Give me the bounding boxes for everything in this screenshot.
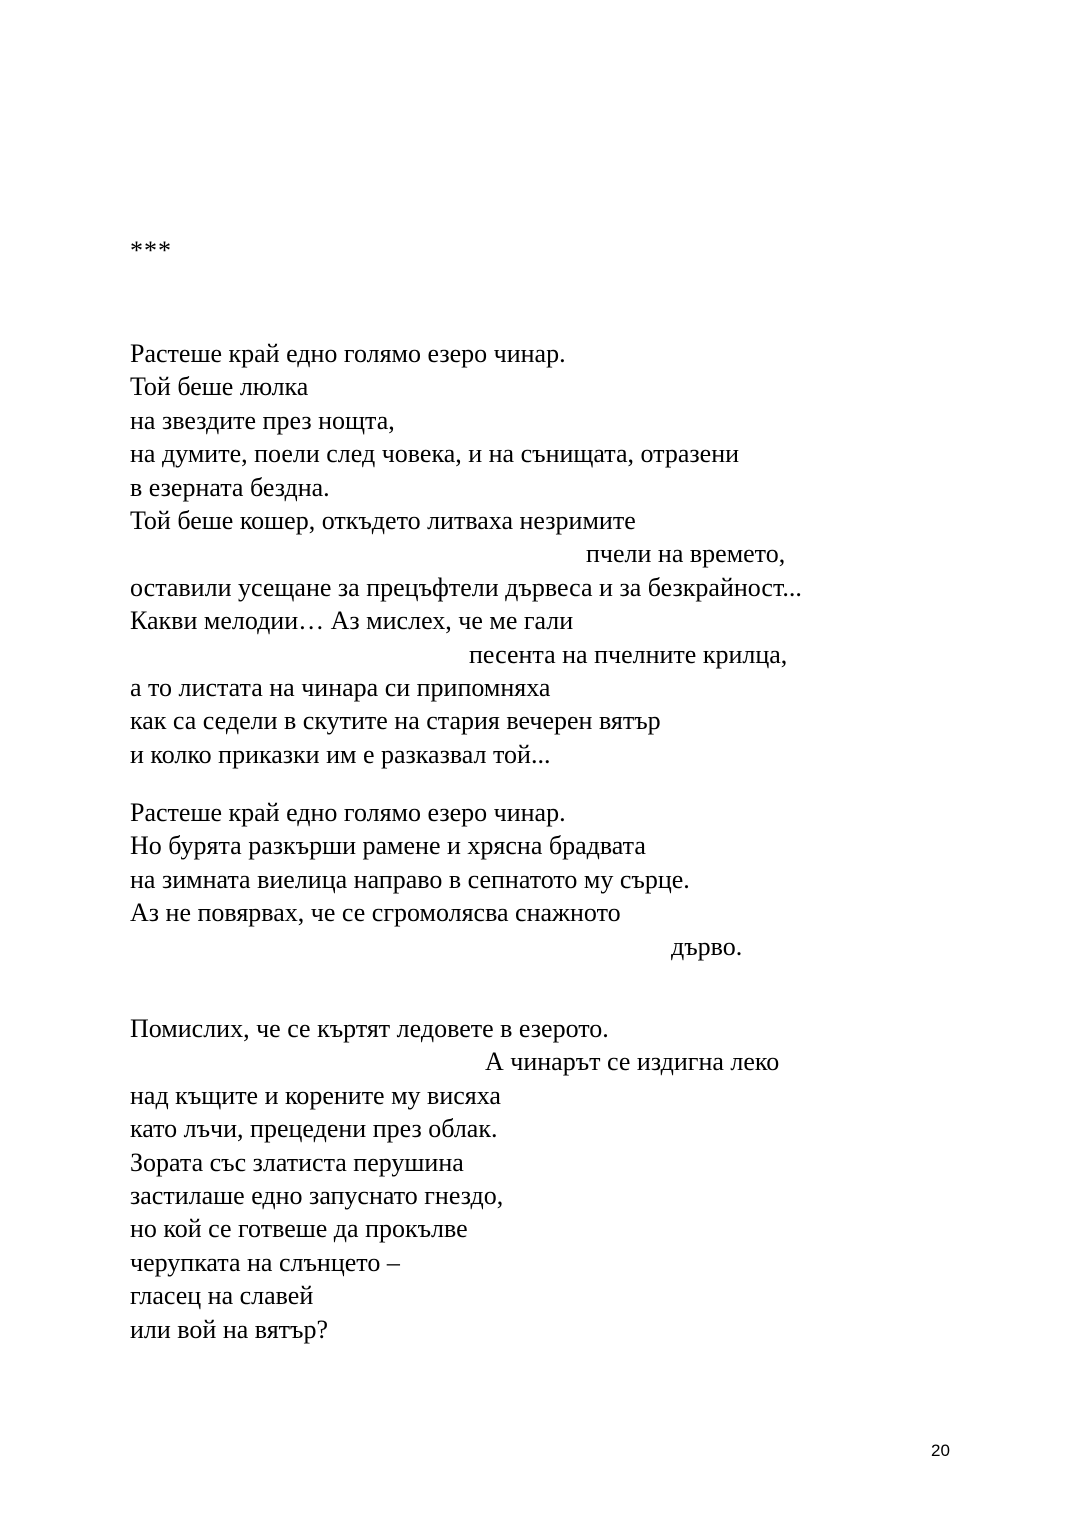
poem-line: на звездите през нощта,: [130, 405, 395, 435]
poem-line-indented: песента на пчелните крилца,: [469, 639, 788, 669]
poem-line: на зимната виелица направо в сепнатото му сърце.: [130, 864, 690, 894]
poem-line: Аз не повярвах, че се сгромолясва снажното: [130, 898, 621, 928]
poem-line-indented: А чинарът се издигна леко: [485, 1047, 780, 1077]
stanza-3: [130, 1012, 1010, 1346]
poem-line: Но бурята разкърши рамене и хрясна брадвата: [130, 831, 646, 861]
poem-line: оставили усещане за прецъфтели дървеса и за безкрайност...: [130, 572, 802, 602]
poem-line: Растеше край едно голямо езеро чинар.: [130, 339, 566, 368]
poem-line: като лъчи, прецедени през облак.: [130, 1114, 498, 1144]
poem-line-indented: пчели на времето,: [586, 539, 786, 569]
poem-line: над къщите и корените му висяха: [130, 1080, 501, 1110]
poem-line: Помислих, че се къртят ледовете в езерото.: [130, 1014, 609, 1044]
poem-line: Какви мелодии… Аз мислех, че ме гали: [130, 606, 574, 636]
poem-line-indented: дърво.: [671, 931, 743, 961]
poem-line: а то листата на чинара си припомняха: [130, 672, 551, 702]
poem-line: на думите, поели след човека, и на сънищата, отразени: [130, 439, 740, 469]
stanza-2: [130, 796, 1010, 963]
page-number: 20: [931, 1441, 950, 1460]
poem-line: и колко приказки им е разказвал той...: [130, 739, 551, 769]
poem-line: Той беше кошер, откъдето литваха незримите: [130, 505, 636, 535]
poem: [130, 337, 1010, 1346]
stanza-1: [130, 337, 1010, 771]
poem-line: в езерната бездна.: [130, 472, 330, 502]
poem-line: Той беше люлка: [130, 372, 309, 402]
poem-line: Растеше край едно голямо езеро чинар.: [130, 798, 566, 828]
poem-line: Зората със златиста перушина: [130, 1147, 464, 1177]
poem-line: черупката на слънцето –: [130, 1247, 400, 1277]
poem-line: но кой се готвеше да прокълве: [130, 1214, 468, 1244]
poem-line: застилаше едно запуснато гнездо,: [130, 1180, 504, 1210]
poem-line: или вой на вятър?: [130, 1314, 329, 1344]
section-ornament: ***: [130, 236, 172, 265]
poem-line: гласец на славей: [130, 1281, 314, 1311]
poem-line: как са седели в скутите на стария вечерен вятър: [130, 706, 661, 736]
